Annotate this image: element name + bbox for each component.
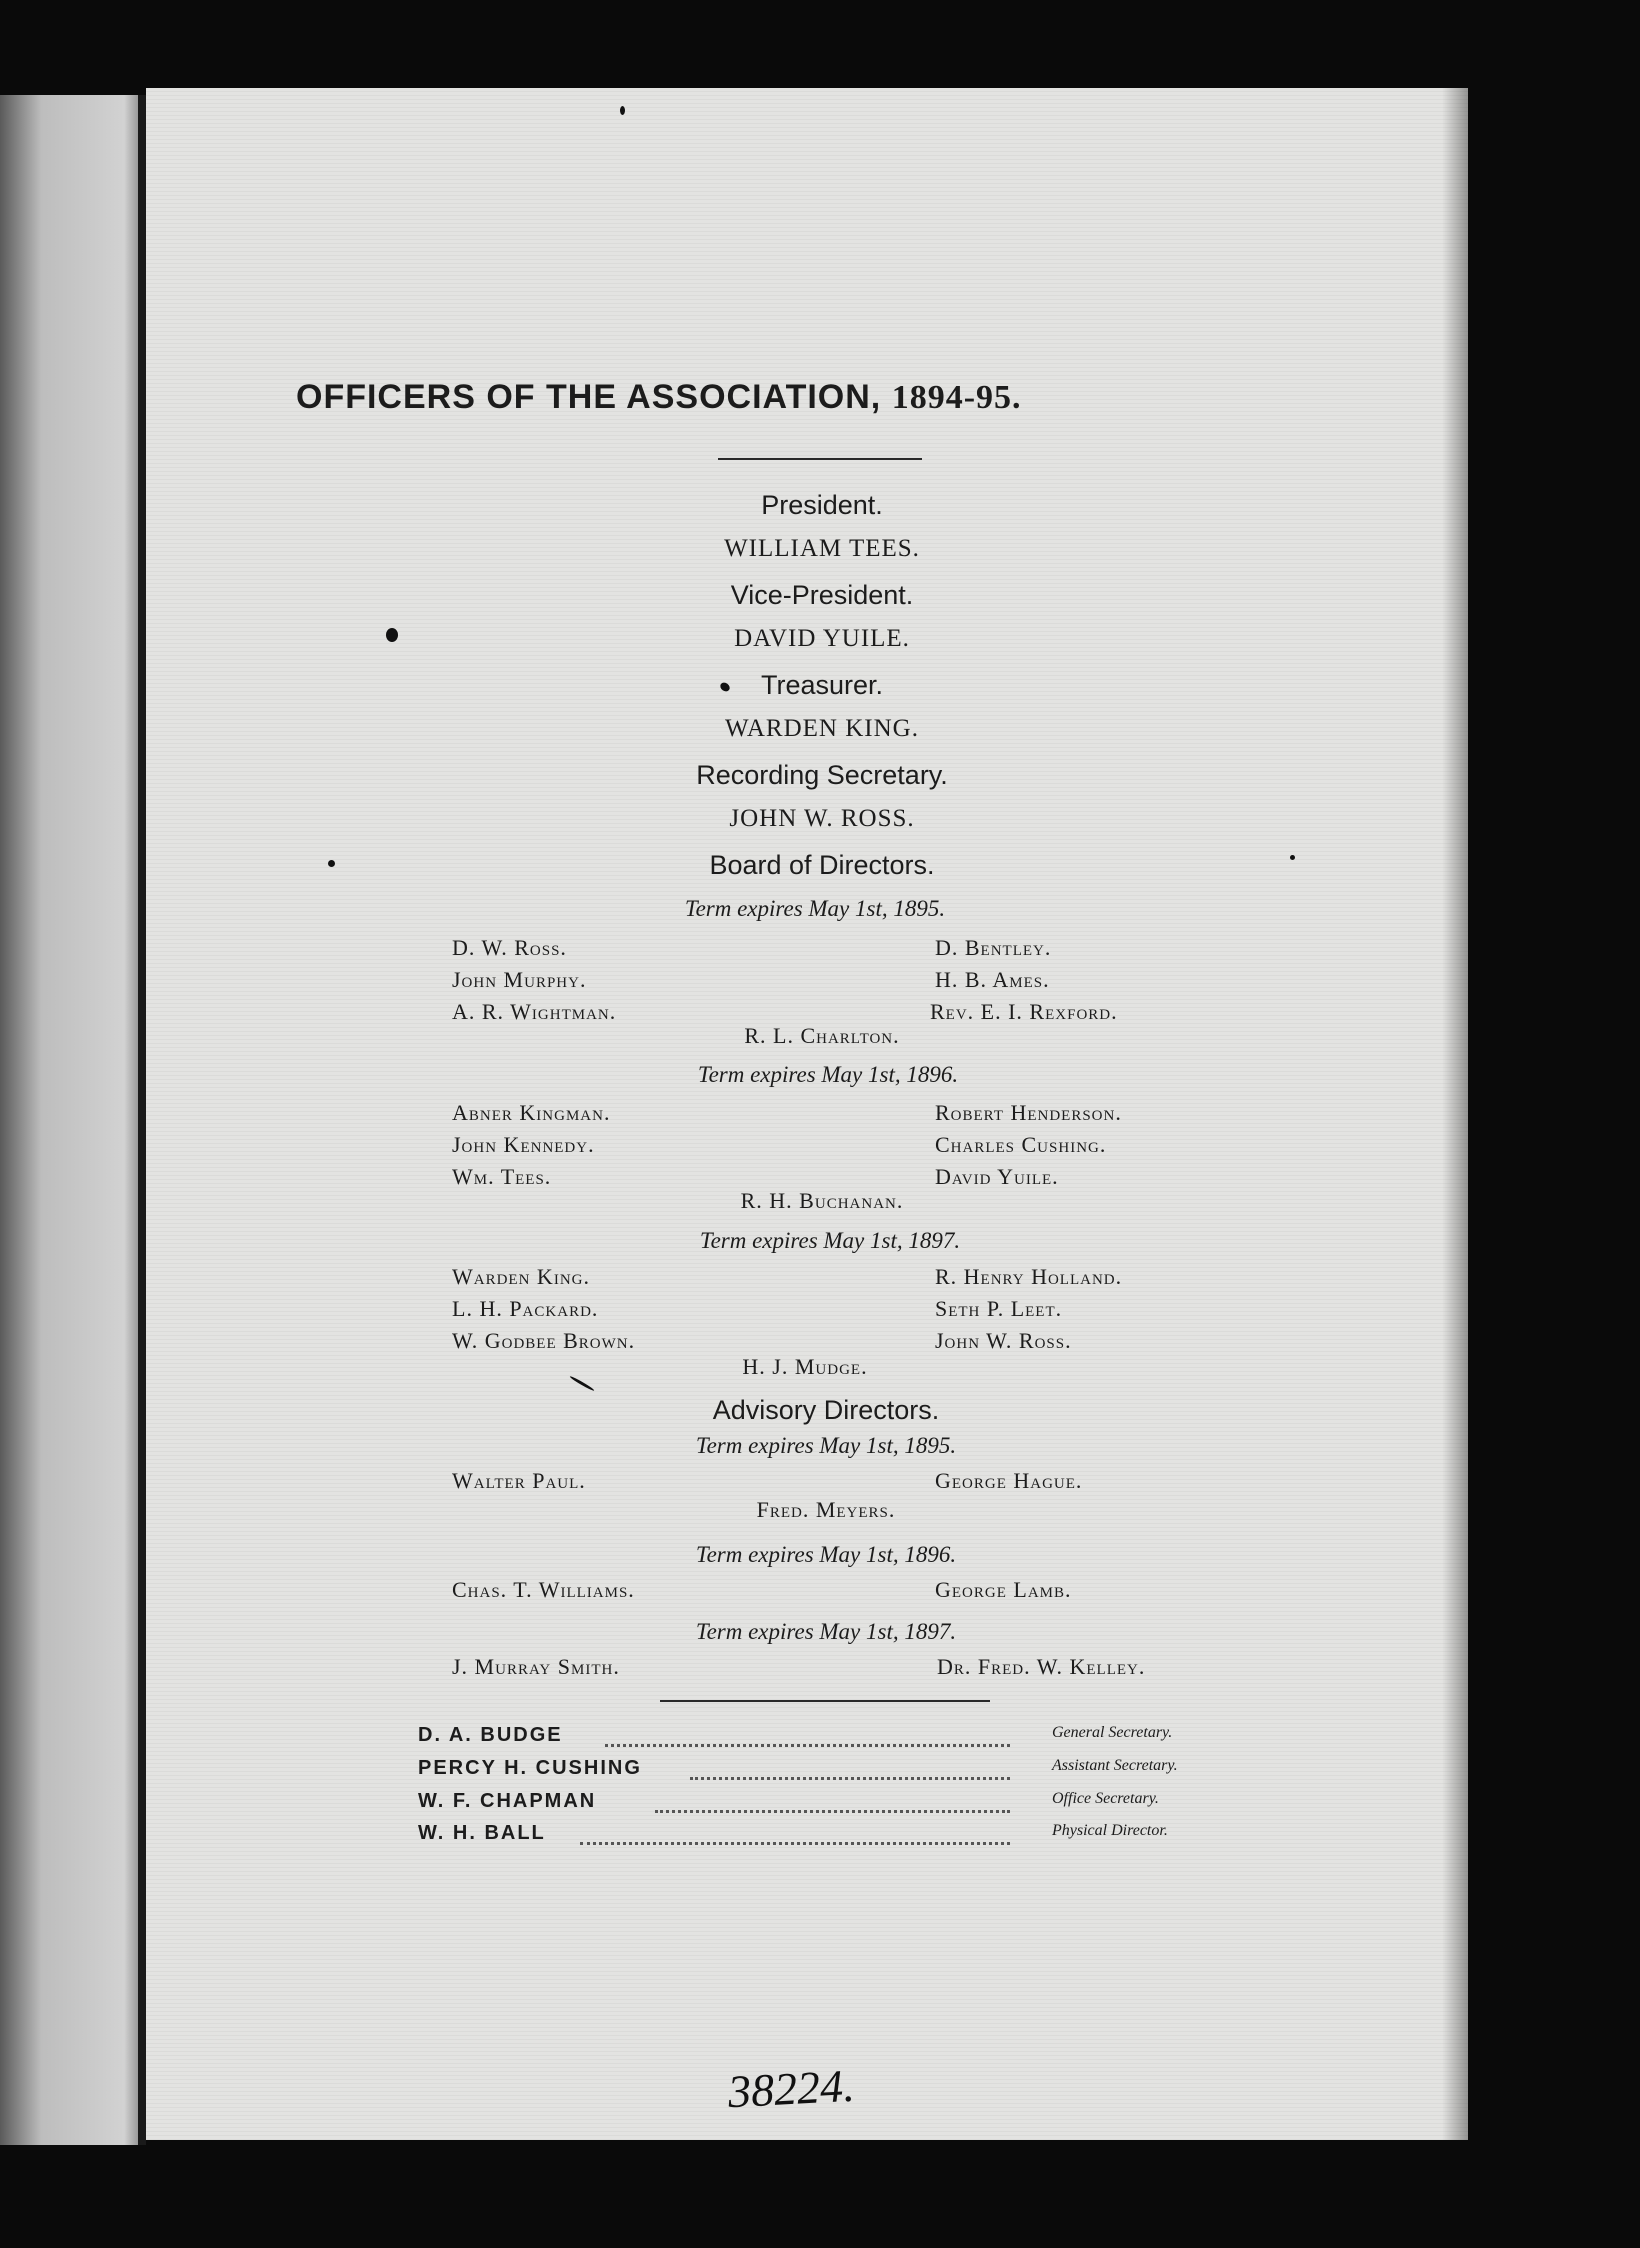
advisory-1897-left: J. Murray Smith. xyxy=(452,1654,620,1679)
board-1895-left-1: D. W. Ross. xyxy=(452,935,567,960)
president-label: President. xyxy=(761,490,883,520)
staff-leader-1 xyxy=(605,1744,1010,1747)
staff-name-1: D. A. BUDGE xyxy=(418,1724,563,1746)
board-1897-left-2: L. H. Packard. xyxy=(452,1296,599,1321)
advisory-term-1897: Term expires May 1st, 1897. xyxy=(695,1619,957,1644)
staff-role-1: General Secretary. xyxy=(1052,1724,1173,1741)
board-1895-right-2: H. B. Ames. xyxy=(935,967,1050,992)
advisory-1896-left: Chas. T. Williams. xyxy=(452,1577,635,1602)
left-page-edge xyxy=(0,95,138,2145)
handwritten-accession-number: 38224. xyxy=(726,2059,856,2118)
advisory-heading: Advisory Directors. xyxy=(712,1395,940,1425)
advisory-1895-center: Fred. Meyers. xyxy=(756,1497,896,1522)
president-name: WILLIAM TEES. xyxy=(724,535,920,562)
title-main: OFFICERS OF THE ASSOCIATION, xyxy=(296,378,882,416)
board-term-1895: Term expires May 1st, 1895. xyxy=(684,896,946,921)
board-1896-left-1: Abner Kingman. xyxy=(452,1100,611,1125)
staff-name-3: W. F. CHAPMAN xyxy=(418,1790,597,1812)
board-1896-left-3: Wm. Tees. xyxy=(452,1164,552,1189)
board-term-1897: Term expires May 1st, 1897. xyxy=(699,1228,961,1253)
title-divider xyxy=(718,458,922,460)
board-1897-left-1: Warden King. xyxy=(452,1264,590,1289)
staff-name-2: PERCY H. CUSHING xyxy=(418,1757,642,1779)
speck xyxy=(1290,855,1295,860)
advisory-1896-right: George Lamb. xyxy=(935,1577,1072,1602)
staff-leader-4 xyxy=(580,1842,1010,1845)
board-1895-left-2: John Murphy. xyxy=(452,967,587,992)
board-1897-center: H. J. Mudge. xyxy=(742,1354,868,1379)
advisory-term-1896: Term expires May 1st, 1896. xyxy=(695,1542,957,1567)
page-edge-shadow xyxy=(1442,88,1468,2140)
board-term-1896: Term expires May 1st, 1896. xyxy=(697,1062,959,1087)
advisory-1895-left: Walter Paul. xyxy=(452,1468,586,1493)
board-1896-left-2: John Kennedy. xyxy=(452,1132,595,1157)
staff-divider xyxy=(660,1700,990,1702)
board-1897-right-3: John W. Ross. xyxy=(935,1328,1072,1353)
page-title xyxy=(296,378,1022,417)
board-1895-left-3: A. R. Wightman. xyxy=(452,999,617,1024)
staff-name-4: W. H. BALL xyxy=(418,1822,546,1844)
treasurer-label: Treasurer. xyxy=(760,670,884,700)
staff-leader-3 xyxy=(655,1810,1010,1813)
staff-leader-2 xyxy=(690,1777,1010,1780)
board-1895-right-3: Rev. E. I. Rexford. xyxy=(930,999,1118,1024)
advisory-1897-right: Dr. Fred. W. Kelley. xyxy=(937,1654,1146,1679)
speck xyxy=(328,860,335,867)
board-1896-center: R. H. Buchanan. xyxy=(740,1188,904,1213)
board-1896-right-1: Robert Henderson. xyxy=(935,1100,1122,1125)
board-heading: Board of Directors. xyxy=(709,850,935,880)
staff-role-2: Assistant Secretary. xyxy=(1052,1757,1178,1774)
recording-secretary-label: Recording Secretary. xyxy=(696,760,948,790)
treasurer-name: WARDEN KING. xyxy=(725,715,919,742)
board-1897-right-1: R. Henry Holland. xyxy=(935,1264,1123,1289)
board-1896-right-3: David Yuile. xyxy=(935,1164,1059,1189)
ink-blot xyxy=(386,628,398,642)
advisory-1895-right: George Hague. xyxy=(935,1468,1083,1493)
board-1896-right-2: Charles Cushing. xyxy=(935,1132,1107,1157)
vice-president-name: DAVID YUILE. xyxy=(734,625,910,652)
vice-president-label: Vice-President. xyxy=(730,580,914,610)
recording-secretary-name: JOHN W. ROSS. xyxy=(729,805,915,832)
board-1897-right-2: Seth P. Leet. xyxy=(935,1296,1063,1321)
speck xyxy=(620,106,625,115)
page-gutter xyxy=(138,95,146,2145)
staff-role-3: Office Secretary. xyxy=(1052,1790,1159,1807)
board-1895-center: R. L. Charlton. xyxy=(744,1023,900,1048)
board-1895-right-1: D. Bentley. xyxy=(935,935,1052,960)
board-1897-left-3: W. Godbee Brown. xyxy=(452,1328,636,1353)
title-year: 1894-95. xyxy=(891,379,1022,416)
advisory-term-1895: Term expires May 1st, 1895. xyxy=(695,1433,957,1458)
staff-role-4: Physical Director. xyxy=(1052,1822,1168,1839)
